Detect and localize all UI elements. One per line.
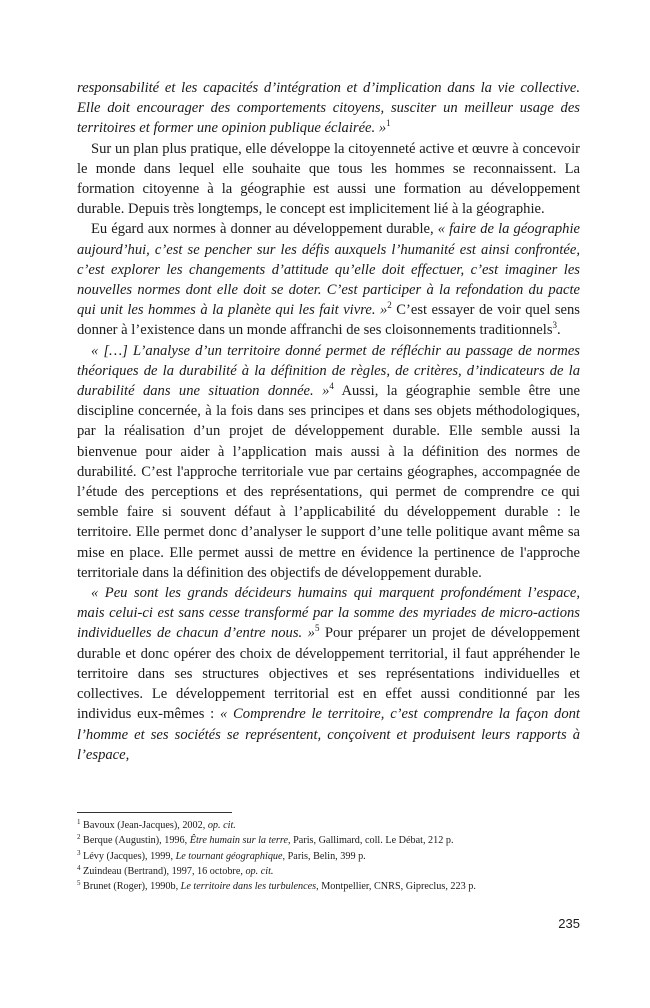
text-run: Sur un plan plus pratique, elle développe la citoyenneté active et œuvre à concevoir le monde dans lequel elle souhaite que tous les hommes se reconnaissent. La formation citoyenne à la géographie est aussi une formation au développement durable. Depuis très longtemps, le concept est implicitement lié à la géographie. <box>77 140 580 218</box>
footnote <box>77 818 580 833</box>
footnote <box>77 849 580 864</box>
italic-text: « […] L’analyse d’un territoire donné permet de réfléchir au passage de normes théoriques de la durabilité à la définition de règles, de critères, d’indicateurs de la durabilité dans une situation donnée. » <box>77 342 580 400</box>
text-run: , Montpellier, CNRS, Gipreclus, 223 p. <box>316 881 476 893</box>
footnote-divider <box>77 812 232 813</box>
text-run: Eu égard aux normes à donner au développement durable, <box>91 221 438 238</box>
text-run: Brunet (Roger), 1990b, <box>80 881 181 893</box>
text-run: Pour préparer un projet de développement durable et donc opérer des choix de développement territorial, il faut appréhender le territoire dans ses structures objectives et ses représentations individuelles et collectives. Le développement territorial est en effet aussi conditionné par les individus eux-mêmes : <box>77 625 580 723</box>
italic-text: « Peu sont les grands décideurs humains qui marquent profondément l’espace, mais celui-ci est sans cesse transformé par la somme des myriades de micro-actions individuelles de chacun d’entre nous. » <box>77 585 580 642</box>
paragraph <box>77 78 580 139</box>
italic-text: « faire de la géographie aujourd’hui, c’est se pencher sur les défis auxquels l’humanité est ainsi confrontée, c’est explorer les changements d’attitude qu’elle doit effectuer, c’est imaginer les nouvelles normes dont elle doit se doter. C’est participer à la refondation du pacte qui unit les hommes à la planète qui les fait vivre. » <box>77 221 580 319</box>
text-run: C’est essayer de voir quel sens donner à l’existence dans un monde affranchi de ses cloisonnements traditionnels <box>77 302 580 339</box>
text-run: Bavoux (Jean-Jacques), 2002, <box>80 820 208 831</box>
paragraph <box>77 219 580 340</box>
text-run: Aussi, la géographie semble être une discipline concernée, à la fois dans ses principes et dans ses objets méthodologiques, par la réalisation d’un projet de développement durable. Elle semble aussi la bienvenue pour aider à l’application mais aussi à la définition des normes de durabilité. C’est l'approche territoriale vue par certains géographes, accompagnée de l’étude des perceptions et des représentations, qui permet de comprendre ce qui semble faire si souvent défaut à l’applicabilité du développement durable : le territoire. Elle permet donc d’analyser le support d’une telle politique avant même sa mise en place. Elle permet aussi de mettre en évidence la pertinence de l'approche territoriale dans la définition des objectifs de développement durable. <box>77 383 580 581</box>
text-run: . <box>557 322 561 339</box>
paragraph <box>77 583 580 765</box>
footnote-ref: 1 <box>77 818 81 826</box>
paragraph <box>77 341 580 583</box>
text-run: , Paris, Gallimard, coll. Le Débat, 212 p. <box>288 835 454 847</box>
footnote-ref: 5 <box>314 623 320 634</box>
footnote-ref: 3 <box>552 320 558 331</box>
text-run: Zuindeau (Bertrand), 1997, 16 octobre, <box>80 865 246 877</box>
italic-text: « Comprendre le territoire, c’est comprendre la façon dont l’homme et ses sociétés se représentent, conçoivent et produisent leurs rapports à l’espace, <box>77 706 580 763</box>
italic-text: responsabilité et les capacités d’intégration et d’implication dans la vie collective. Elle doit encourager des comportements citoyens, susciter un meilleur usage des territoires et former une opinion publique éclairée. » <box>77 80 580 137</box>
italic-text: Le territoire dans les turbulences <box>180 881 317 893</box>
footnote <box>77 833 580 848</box>
text-run: , Paris, Belin, 399 p. <box>282 850 366 862</box>
footnote-ref: 3 <box>77 848 81 857</box>
footnote-ref: 2 <box>387 300 392 311</box>
body-text <box>77 78 580 765</box>
footnote <box>77 864 580 879</box>
page-number: 235 <box>558 916 580 931</box>
footnote-ref: 4 <box>329 381 334 392</box>
footnote-ref: 1 <box>386 118 391 129</box>
footnote-ref: 4 <box>77 863 81 872</box>
italic-text: Le tournant géographique <box>175 850 283 862</box>
paragraph <box>77 139 580 220</box>
footnotes <box>77 812 580 894</box>
footnote-ref: 2 <box>77 833 81 842</box>
text-run: Berque (Augustin), 1996, <box>80 835 190 847</box>
footnote <box>77 879 580 894</box>
footnote-ref: 5 <box>77 879 81 888</box>
italic-text: op. cit. <box>245 865 274 877</box>
italic-text: op. cit. <box>207 820 236 831</box>
italic-text: Être humain sur la terre <box>189 835 289 847</box>
text-run: Lévy (Jacques), 1999, <box>80 850 176 862</box>
